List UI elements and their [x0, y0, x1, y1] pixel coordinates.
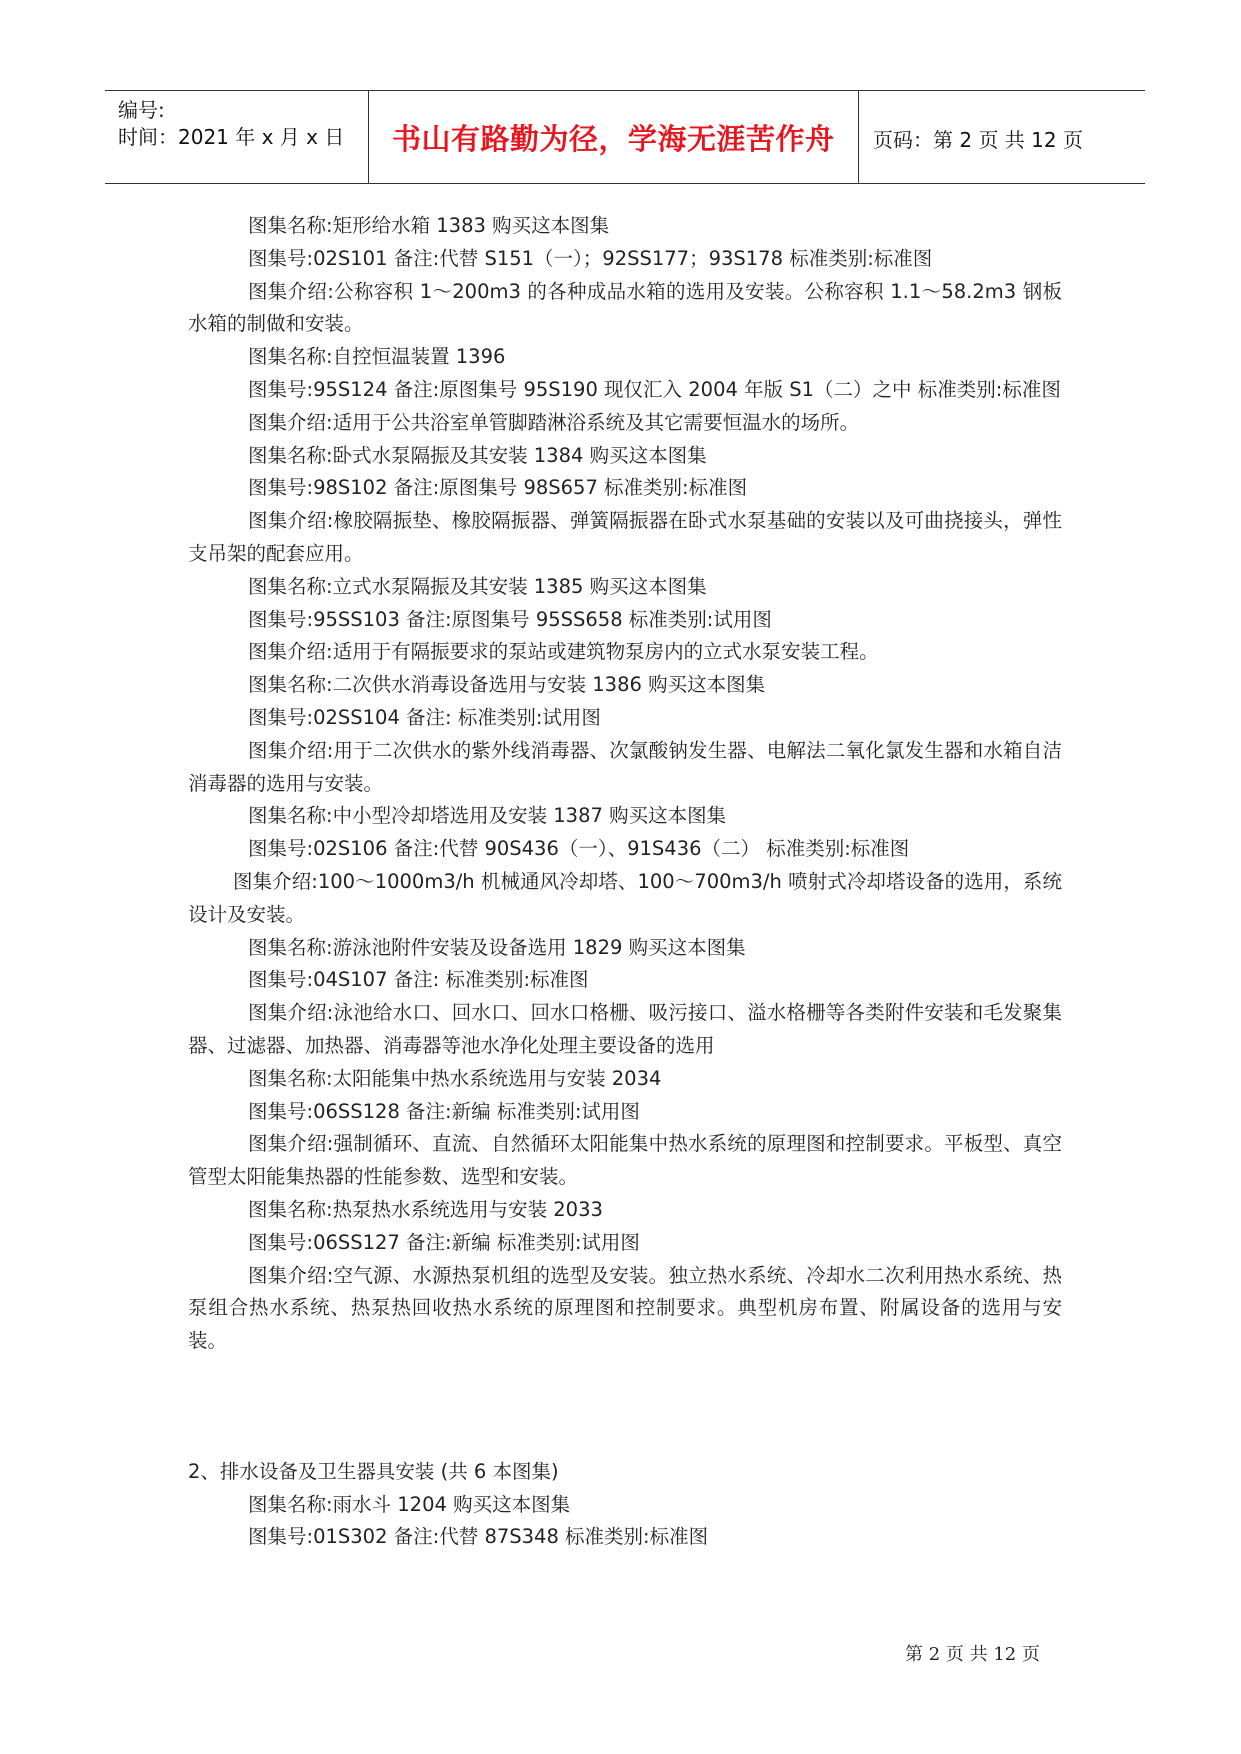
atlas-name: 图集名称:矩形给水箱 1383 购买这本图集 — [248, 214, 610, 237]
atlas-number: 图集号:01S302 备注:代替 87S348 标准类别:标准图 — [248, 1525, 709, 1549]
atlas-name: 图集名称:立式水泵隔振及其安装 1385 购买这本图集 — [248, 574, 707, 598]
atlas-number: 图集号:02S106 备注:代替 90S436（一）、91S436（二） 标准类别:标准图 — [248, 837, 910, 861]
atlas-number: 图集号:06SS127 备注:新编 标准类别:试用图 — [248, 1230, 640, 1254]
atlas-number: 图集号:02S101 备注:代替 S151（一）；92SS177；93S178 标准类别:标准图 — [248, 246, 933, 270]
header-page-number: 页码：第 2 页 共 12 页 — [873, 128, 1083, 152]
atlas-number: 图集号:95S124 备注:原图集号 95S190 现仅汇入 2004 年版 S1（二）之中 标准类别:标准图 — [248, 377, 1061, 401]
page-footer: 第 2 页 共 12 页 — [905, 1644, 1040, 1665]
atlas-number: 图集号:02SS104 备注: 标准类别:试用图 — [248, 705, 601, 729]
header-info-cell — [105, 91, 368, 183]
atlas-intro: 图集介绍:用于二次供水的紫外线消毒器、次氯酸钠发生器、电解法二氧化氯发生器和水箱自洁消毒器的选用与安装。 — [188, 738, 1062, 795]
atlas-name: 图集名称:太阳能集中热水系统选用与安装 2034 — [248, 1066, 662, 1090]
atlas-intro: 图集介绍:适用于有隔振要求的泵站或建筑物泵房内的立式水泵安装工程。 — [248, 640, 879, 664]
document-body — [188, 210, 1062, 1554]
atlas-number: 图集号:06SS128 备注:新编 标准类别:试用图 — [248, 1099, 640, 1123]
document-code-label: 编号: — [118, 98, 165, 122]
atlas-number: 图集号:04S107 备注: 标准类别:标准图 — [248, 968, 589, 992]
atlas-intro: 图集介绍:橡胶隔振垫、橡胶隔振器、弹簧隔振器在卧式水泵基础的安装以及可曲挠接头，弹性支吊架的配套应用。 — [188, 509, 1062, 565]
atlas-intro: 图集介绍:强制循环、直流、自然循环太阳能集中热水系统的原理图和控制要求。平板型、真空管型太阳能集热器的性能参数、选型和安装。 — [188, 1132, 1062, 1189]
section-title: 2、排水设备及卫生器具安装 (共 6 本图集) — [188, 1459, 559, 1483]
atlas-name: 图集名称:中小型冷却塔选用及安装 1387 购买这本图集 — [248, 804, 727, 828]
document-time-label: 时间：2021 年 x 月 x 日 — [118, 125, 345, 149]
atlas-number: 图集号:95SS103 备注:原图集号 95SS658 标准类别:试用图 — [248, 607, 772, 631]
atlas-number: 图集号:98S102 备注:原图集号 98S657 标准类别:标准图 — [248, 476, 748, 500]
atlas-intro: 图集介绍:100～1000m3/h 机械通风冷却塔、100～700m3/h 喷射式冷却塔设备的选用，系统设计及安装。 — [188, 869, 1062, 926]
atlas-intro: 图集介绍:空气源、水源热泵机组的选型及安装。独立热水系统、冷却水二次利用热水系统、热泵组合热水系统、热泵热回收热水系统的原理图和控制要求。典型机房布置、附属设备的选用与安装。 — [188, 1263, 1062, 1353]
atlas-name: 图集名称:卧式水泵隔振及其安装 1384 购买这本图集 — [248, 443, 707, 467]
section-spacer — [188, 1358, 1062, 1456]
atlas-name: 图集名称:雨水斗 1204 购买这本图集 — [248, 1492, 571, 1516]
header-slogan: 书山有路勤为径，学海无涯苦作舟 — [392, 122, 835, 156]
atlas-name: 图集名称:二次供水消毒设备选用与安装 1386 购买这本图集 — [248, 673, 766, 697]
atlas-name: 图集名称:游泳池附件安装及设备选用 1829 购买这本图集 — [248, 935, 746, 959]
atlas-intro: 图集介绍:泳池给水口、回水口、回水口格栅、吸污接口、溢水格栅等各类附件安装和毛发聚集器、过滤器、加热器、消毒器等池水净化处理主要设备的选用 — [188, 1001, 1062, 1057]
page-header — [105, 90, 1145, 184]
atlas-intro: 图集介绍:公称容积 1～200m3 的各种成品水箱的选用及安装。公称容积 1.1～58.2m3 钢板水箱的制做和安装。 — [188, 279, 1062, 336]
header-divider — [368, 91, 369, 183]
header-divider — [858, 91, 859, 183]
atlas-intro: 图集介绍:适用于公共浴室单管脚踏淋浴系统及其它需要恒温水的场所。 — [248, 410, 860, 434]
atlas-name: 图集名称:热泵热水系统选用与安装 2033 — [248, 1197, 603, 1221]
atlas-name: 图集名称:自控恒温装置 1396 — [248, 345, 506, 369]
